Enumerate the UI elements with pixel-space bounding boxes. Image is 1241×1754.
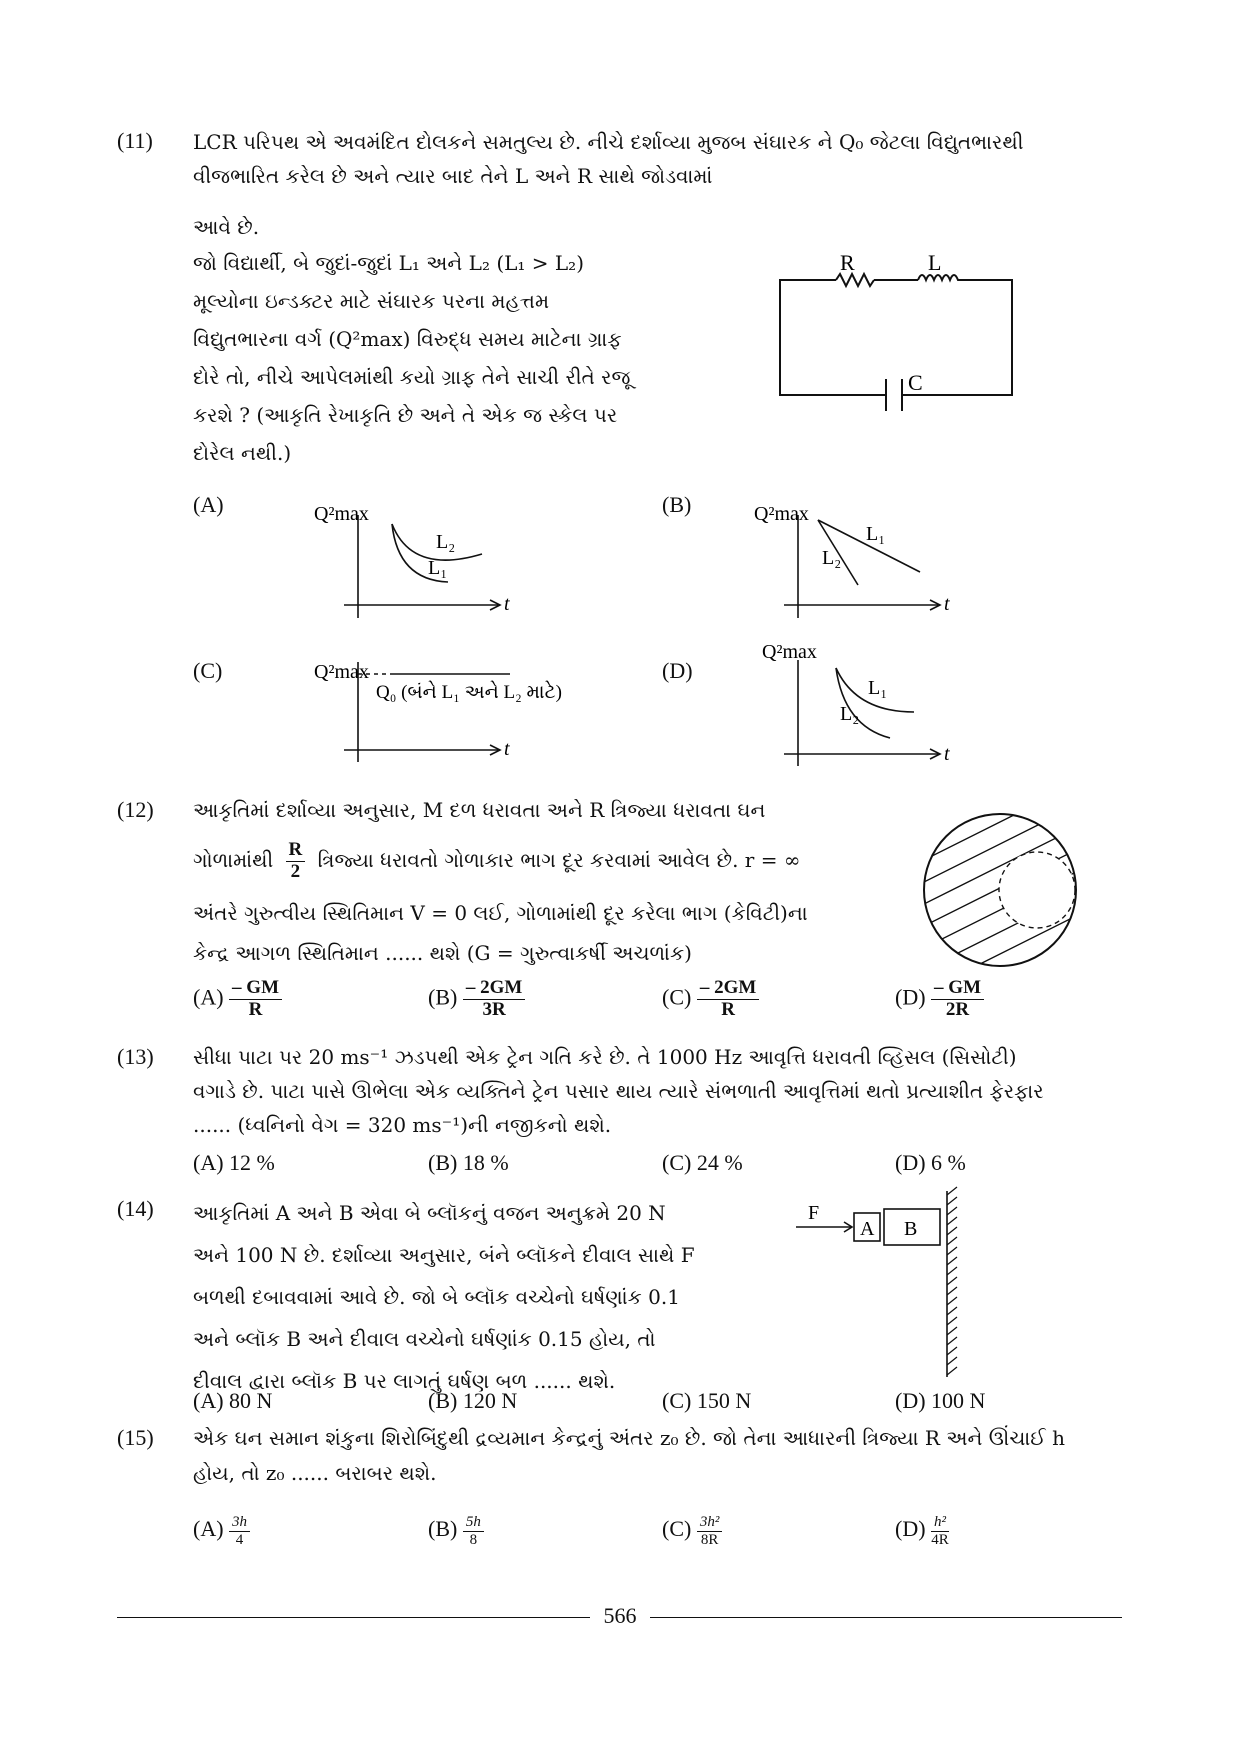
option-label: (D) <box>895 1516 926 1542</box>
curve-label: L₁ <box>866 523 886 545</box>
q15-option-a <box>193 1514 250 1548</box>
q12-option-b <box>428 978 525 1021</box>
inductor-label: L <box>928 250 942 275</box>
q11-option-c-graph <box>300 650 620 770</box>
q13-number: (13) <box>117 1044 154 1069</box>
q11-para-line: દોરે તો, નીચે આપેલમાંથી કયો ગ્રાફ તેને સાચી રીતે રજૂ <box>193 365 631 389</box>
x-axis-label: t <box>944 593 950 615</box>
q14-option-c: (C) 150 N <box>662 1388 752 1413</box>
q11-text-line2: વીજભારિત કરેલ છે અને ત્યાર બાદ તેને L અને R સાથે જોડવામાં <box>193 164 713 188</box>
q11-option-d-graph <box>740 640 980 770</box>
fraction-numerator: 5h <box>463 1514 484 1532</box>
fraction-denominator: 4R <box>931 1531 949 1548</box>
q14-paragraph <box>193 1192 733 1402</box>
option-label: (C) <box>662 1516 692 1542</box>
q15-option-c <box>662 1514 722 1548</box>
option-label: (A) <box>193 1516 224 1542</box>
curve-label: L₂ <box>840 703 860 725</box>
block-b-label: B <box>904 1218 918 1240</box>
y-axis-label: Q²max <box>754 503 809 525</box>
q11-option-b-label: (B) <box>662 492 692 517</box>
q14-option-d: (D) 100 N <box>895 1388 986 1413</box>
footer-rule-right <box>650 1617 1122 1618</box>
q14-text-line: અને બ્લૉક B અને દીવાલ વચ્ચેનો ઘર્ષણાંક 0.15 હોય, તો <box>193 1327 656 1351</box>
fraction-numerator: h² <box>931 1514 949 1532</box>
q14-option-b: (B) 120 N <box>428 1388 518 1413</box>
option-fraction <box>931 1514 949 1548</box>
q12-text-line3: અંતરે ગુરુત્વીય સ્થિતિમાન V = 0 લઈ, ગોળામાંથી દૂર કરેલા ભાગ (કેવિટી)ના <box>193 901 808 925</box>
q11-number: (11) <box>117 128 153 153</box>
r-over-2-fraction <box>286 840 306 883</box>
q14-option-a: (A) 80 N <box>193 1388 273 1413</box>
resistor-label: R <box>840 250 855 275</box>
q12-option-c <box>662 978 759 1021</box>
q11-para-line: દોરેલ નથી.) <box>193 441 292 465</box>
q15-number: (15) <box>117 1425 154 1450</box>
q11-text-line1: LCR પરિપથ એ અવમંદિત દોલકને સમતુલ્ય છે. નીચે દર્શાવ્યા મુજબ સંઘારક ને Q₀ જેટલા વિદ્યુતભારથી <box>193 130 1024 154</box>
fraction-numerator: 3h² <box>697 1514 723 1532</box>
q15-option-d <box>895 1514 949 1548</box>
q15-text-line1: એક ઘન સમાન શંકુના શિરોબિંદુથી દ્રવ્યમાન કેન્દ્રનું અંતર z₀ છે. જો તેના આધારની ત્રિજ્યા R અને ઊંચાઈ h <box>193 1426 1065 1450</box>
curve-label: L₂ <box>822 547 842 569</box>
q14-text-line: દીવાલ દ્વારા બ્લૉક B પર લાગતું ઘર્ષણ બળ ...... થશે. <box>193 1369 616 1393</box>
q13-option-b: (B) 18 % <box>428 1150 509 1175</box>
q13-text-line3: ...... (ધ્વનિનો વેગ = 320 ms⁻¹)ની નજીકનો થશે. <box>193 1113 612 1137</box>
q14-text-line: અને 100 N છે. દર્શાવ્યા અનુસાર, બંને બ્લૉકને દીવાલ સાથે F <box>193 1243 695 1267</box>
y-axis-label: Q²max <box>314 503 369 525</box>
q11-option-c-label: (C) <box>193 658 223 683</box>
option-fraction <box>463 978 525 1021</box>
page-number: 566 <box>603 1603 637 1628</box>
constant-line-note: Q₀ (બંને L₁ અને L₂ માટે) <box>376 682 562 703</box>
option-label: (C) <box>662 984 692 1010</box>
fraction-denominator: R <box>721 998 735 1020</box>
x-axis-label: t <box>944 743 950 765</box>
q11-option-a-label: (A) <box>193 492 224 517</box>
q13-option-a: (A) 12 % <box>193 1150 275 1175</box>
fraction-denominator: 8R <box>700 1531 719 1548</box>
q13-option-d: (D) 6 % <box>895 1150 966 1175</box>
q11-para-line: વિદ્યુતભારના વર્ગ (Q²max) વિરુદ્ધ સમય માટેના ગ્રાફ <box>193 327 622 351</box>
fraction-numerator: 3h <box>229 1514 250 1532</box>
q11-para-line: મૂલ્યોના ઇન્ડક્ટર માટે સંઘારક પરના મહત્તમ <box>193 289 550 313</box>
lcr-circuit-diagram <box>770 245 1030 415</box>
fraction-numerator: – GM <box>229 978 282 1000</box>
curve-label: L₁ <box>428 557 448 579</box>
fraction-denominator: 4 <box>235 1531 244 1548</box>
q11-para-line: જો વિદ્યાર્થી, બે જુદાં-જુદાં L₁ અને L₂ (L₁ > L₂) <box>193 251 584 275</box>
option-fraction <box>229 978 282 1021</box>
q13-option-c: (C) 24 % <box>662 1150 743 1175</box>
q12-option-a <box>193 978 282 1021</box>
footer-rule-left <box>117 1617 590 1618</box>
fraction-denominator: 2R <box>945 998 970 1020</box>
capacitor-label: C <box>908 370 923 395</box>
option-fraction <box>697 978 759 1021</box>
q11-text-line3: આવે છે. <box>193 215 260 239</box>
y-axis-label: Q²max <box>314 661 369 683</box>
fraction-denominator: R <box>248 998 263 1020</box>
fraction-numerator: R <box>286 840 306 862</box>
option-label: (B) <box>428 1516 458 1542</box>
q11-para-line: કરશે ? (આકૃતિ રેખાકૃતિ છે અને તે એક જ સ્કેલ પર <box>193 403 618 427</box>
block-a-label: A <box>860 1218 875 1240</box>
fraction-denominator: 2 <box>290 860 301 882</box>
q15-text-line2: હોય, તો z₀ ...... બરાબર થશે. <box>193 1461 437 1485</box>
q11-paragraph <box>193 244 673 472</box>
option-label: (B) <box>428 984 458 1010</box>
option-fraction <box>229 1514 250 1548</box>
force-label: F <box>808 1202 820 1224</box>
q13-text-line2: વગાડે છે. પાટા પાસે ઊભેલા એક વ્યક્તિને ટ્રેન પસાર થાય ત્યારે સંભળાતી આવૃત્તિમાં થતો પ્રત્યાશીત ફેરફાર <box>193 1079 1044 1103</box>
q12-number: (12) <box>117 797 154 822</box>
curve-label: L₁ <box>868 677 888 699</box>
q12-text-line4: કેન્દ્ર આગળ સ્થિતિમાન ...... થશે (G = ગુરુત્વાકર્ષી અચળાંક) <box>193 941 692 965</box>
q12-text-line2a: ગોળામાંથી <box>193 847 274 872</box>
option-label: (D) <box>895 984 926 1010</box>
option-label: (A) <box>193 984 224 1010</box>
y-axis-label: Q²max <box>762 641 817 663</box>
sphere-with-cavity-diagram <box>920 810 1080 970</box>
q12-text-line2 <box>193 840 801 883</box>
fraction-denominator: 3R <box>482 998 506 1020</box>
option-fraction <box>463 1514 484 1548</box>
fraction-numerator: – 2GM <box>463 978 525 1000</box>
x-axis-label: t <box>504 593 510 615</box>
q12-text-line1: આકૃતિમાં દર્શાવ્યા અનુસાર, M દળ ધરાવતા અને R ત્રિજ્યા ધરાવતા ઘન <box>193 798 766 822</box>
q12-text-line2b: ત્રિજ્યા ધરાવતો ગોળાકાર ભાગ દૂર કરવામાં આવેલ છે. r = ∞ <box>317 847 801 872</box>
q13-text-line1: સીધા પાટા પર 20 ms⁻¹ ઝડપથી એક ટ્રેન ગતિ કરે છે. તે 1000 Hz આવૃત્તિ ધરાવતી વ્હિસલ (સિસોટી) <box>193 1045 1017 1069</box>
fraction-numerator: – GM <box>931 978 984 1000</box>
fraction-denominator: 8 <box>469 1531 478 1548</box>
q15-option-b <box>428 1514 484 1548</box>
q11-option-d-label: (D) <box>662 658 693 683</box>
blocks-against-wall-diagram <box>790 1185 970 1380</box>
q14-number: (14) <box>117 1196 154 1221</box>
fraction-numerator: – 2GM <box>697 978 759 1000</box>
q11-option-a-graph <box>300 490 540 630</box>
q14-text-line: આકૃતિમાં A અને B એવા બે બ્લૉકનું વજન અનુક્રમે 20 N <box>193 1201 666 1225</box>
option-fraction <box>697 1514 723 1548</box>
q11-option-b-graph <box>740 490 980 630</box>
option-fraction <box>931 978 984 1021</box>
q12-option-d <box>895 978 984 1021</box>
x-axis-label: t <box>504 738 510 760</box>
q14-text-line: બળથી દબાવવામાં આવે છે. જો બે બ્લૉક વચ્ચેનો ઘર્ષણાંક 0.1 <box>193 1285 680 1309</box>
curve-label: L₂ <box>436 531 456 553</box>
